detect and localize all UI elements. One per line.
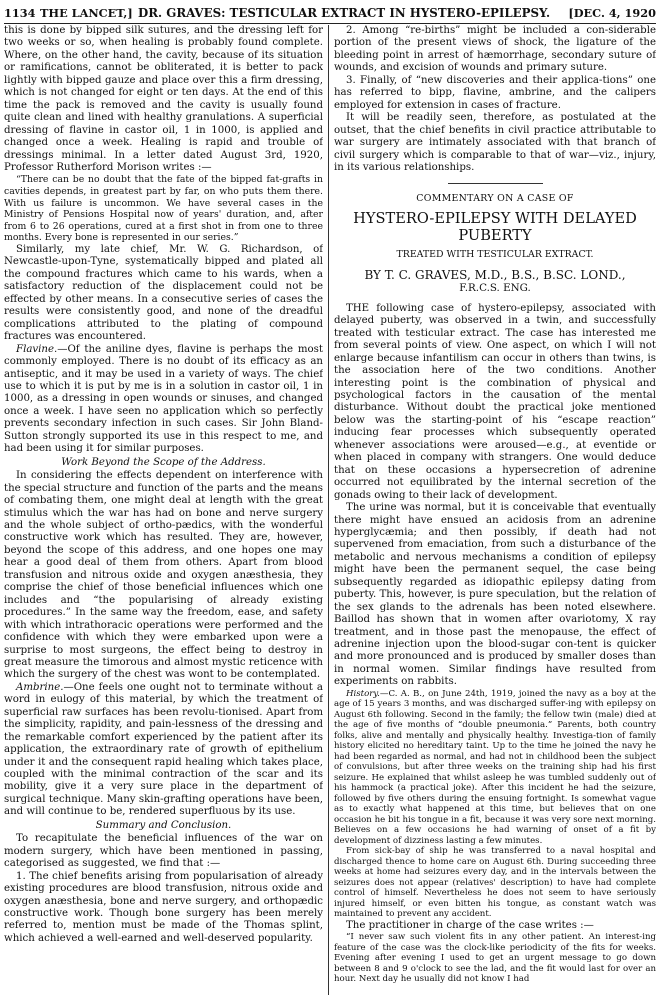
- paragraph: 2. Among “re-births” might be included a con-siderable portion of the present views of shock, the ligature of the bleeding point in arrest of hæmorrhage, secondary suture of wounds, and excision of wounds and primary suture.: [334, 25, 656, 74]
- opening-word: THE: [346, 302, 370, 314]
- ambrine-text: —One feels one ought not to terminate without a word in eulogy of this material, by which the treatment of superficial raw surfaces has been revolu-tionised. Apart from the simplicity, rapidity, and pain-lessness of the dressing and the remarkable comfort experienced by the patient after its application, the extraordinary rate of growth of epithelium under it and the consequent rapid healing which takes place, coupled with the minimal contraction of the scar and its mobility, give it a very sure place in the department of surgical technique. Many skin-grafting operations have been, and will continue to be, rendered superfluous by its use.: [4, 681, 323, 818]
- quotation: “There can be no doubt that the fate of the bipped fat-grafts in cavities depends, in greatest part by far, on who puts them there. With us failure is uncommon. We have several cases in the Ministry of Pensions Hospital now of years' duration, and, after from 6 to 26 operations, cured at a first shot in from one to three months. Every bone is represented in our series.”: [4, 174, 323, 244]
- paragraph: [334, 303, 656, 502]
- paragraph: The urine was normal, but it is conceivable that eventually there might have ensued an acidosis from an adrenine hyperglycæmia; and then possibly, if death had not supervened from emaciation, from such a disturbance of the metabolic and nervous mechanisms a condition of epilepsy might have been the permanent sequel, the case being subsequently regarded as idiopathic epilepsy dating from puberty. This, however, is pure speculation, but the relation of the sex glands to the adrenals has been noted elsewhere. Baillod has shown that in women after ovariotomy, X ray treatment, and in those past the menopause, the effect of adrenine injection upon the blood-sugar con-tent is quicker and more pronounced and is produced by smaller doses than in normal women. Similar findings have resulted from experiments on rabbits.: [334, 502, 656, 688]
- history-text: —C. A. B., on June 24th, 1919, joined the navy as a boy at the age of 15 years 3 months, and was discharged suffer-ing with epilepsy on August 6th following. Second in the family; the fellow twin (male) died at the age of five months of “double pneumonia.” Parents, both country folks, alive and mentally and physically healthy. Investiga-tion of family history elicited no hereditary taint. Up to the time he joined the navy he had been regarded as normal, and had not in childhood been the subject of convulsions, but after three weeks on the training ship had his first seizure. He explained that whilst asleep he was tumbled suddenly out of his hammock (a practical joke). After this incident he had the seizure, followed by five others during the ensuing fortnight. Is somewhat vague as to exactly what happened at this time, but believes that on one occasion he bit his tongue in a fit, because it was very sore next morning. Believes on a few occasions he had warning of onset of a fit by development of dizziness lasting a few minutes.: [334, 688, 656, 846]
- paragraph: Similarly, my late chief, Mr. W. G. Richardson, of Newcastle-upon-Tyne, systematically bipped and plated all the compound fractures which came to his wards, when a satisfactory reduction of the displacement could not be effected by other means. In a consecutive series of cases the results were consistently good, and none of the dreadful complications attributed to the plating of compound fractures was encountered.: [4, 244, 323, 343]
- paragraph: To recapitulate the beneficial influences of the war on modern surgery, which have been mentioned in passing, categorised as suggested, we find that :—: [4, 833, 323, 870]
- separator-rule: [448, 183, 543, 184]
- case-history: From sick-bay of ship he was transferred to a naval hospital and discharged thence to home care on August 6th. During succeeding three weeks at home had seizures every day, and in the intervals between the seizures does not appear (relatives' description) to have had complete control of himself. Nevertheless he does not seem to have seriously injured himself, or even bitten his tongue, as constant watch was maintained to prevent any accident.: [334, 846, 656, 920]
- paragraph: 1. The chief benefits arising from popularisation of already existing procedures are blood transfusion, nitrous oxide and oxygen anæsthesia, bone and nerve surgery, and orthopædic constructive work. Though bone surgery has been merely referred to, mention must be made of the Thomas splint, which achieved a well-earned and well-deserved popularity.: [4, 870, 323, 944]
- article-subtitle: TREATED WITH TESTICULAR EXTRACT.: [396, 248, 594, 260]
- left-column: [4, 25, 323, 995]
- section-subheading: Work Beyond the Scope of the Address.: [61, 456, 266, 468]
- article-kicker: COMMENTARY ON A CASE OF: [416, 193, 574, 205]
- paragraph: [4, 344, 323, 456]
- paragraph: 3. Finally, of “new discoveries and their applica-tions” one has referred to bipp, flavine, ambrine, and the calipers employed for extension in cases of fracture.: [334, 74, 656, 111]
- section-subheading: Summary and Conclusion.: [95, 819, 232, 831]
- page-number: 1134: [4, 6, 36, 20]
- issue-date: [DEC. 4, 1920: [568, 6, 656, 20]
- running-header: [4, 3, 656, 24]
- flavine-heading: Flavine.: [16, 343, 58, 355]
- article-byline: BY T. C. GRAVES, M.D., B.S., B.SC. LOND.,: [364, 268, 626, 283]
- ambrine-heading: Ambrine.: [16, 681, 64, 693]
- running-title: DR. GRAVES: TESTICULAR EXTRACT IN HYSTERO-EPILEPSY.: [138, 6, 551, 20]
- paragraph: [4, 682, 323, 819]
- flavine-text: —Of the aniline dyes, flavine is perhaps the most commonly employed. There is no doubt of its efficacy as an antiseptic, and it may be used in a variety of ways. The chief use to which it is put by me is in a solution in castor oil, 1 in 1000, as a dressing in open wounds or sinuses, and changed once a week. I have seen no application which so perfectly prevents secondary infection in such cases. Sir John Bland-Sutton strongly supported its use in this respect to me, and had been using it for similar purposes.: [4, 343, 323, 455]
- journal-name: THE LANCET,]: [40, 6, 133, 20]
- article-title: HYSTERO-EPILEPSY WITH DELAYED PUBERTY: [353, 209, 637, 244]
- article-byline-degrees: F.R.C.S. ENG.: [459, 282, 531, 295]
- case-history: [334, 689, 656, 847]
- paragraph: In considering the effects dependent on interference with the special structure and function of the parts and the means of combating them, one might deal at length with the great stimulus which the war has had on bone and nerve surgery and the whole subject of ortho-pædics, with the wonderful constructive work which has resulted. They are, however, beyond the scope of this address, and one hopes one may hear a good deal of them from others. Apart from blood transfusion and nitrous oxide and oxygen anæsthesia, they comprise the chief of those beneficial influences which one includes and “the popularising of already existing procedures.” In the same way the freedom, ease, and safety with which intrathoracic operations were performed and the confidence with which they were embarked upon were a surprise to most surgeons, the effect being to destroy in great measure the timorous and almost mystic reticence with which the surgery of the chest was wont to be contemplated.: [4, 470, 323, 681]
- intro-text: following case of hystero-epilepsy, associated with delayed puberty, was observed in a twin, and successfully treated with testicular extract. The case has interested me from several points of view. One aspect, on which I will not enlarge because infantilism can occur in others than twins, is the association here of the two conditions. Another interesting point is the combination of physical and psychological factors in the causation of the mental disturbance. Without doubt the practical joke mentioned below was the starting-point of his “escape reaction” inducing fear processes which subsequently operated whenever associations were aroused—e.g., at eventide or when placed in company with strangers. One would deduce that on these occasions a hypersecretion of adrenine occurred not equilibrated by the internal secretion of the gonads owing to their lack of development.: [334, 302, 656, 501]
- paragraph: this is done by bipped silk sutures, and the dressing left for two weeks or so, when healing is probably found complete. Where, on the other hand, the cavity, because of its situation or ramifications, cannot be obliterated, it is better to pack lightly with bipped gauze and place over this a firm dressing, which is not changed for eight or ten days. At the end of this time the pack is removed and the cavity is usually found quite clean and lined with healthy granulations. A superficial dressing of flavine in castor oil, 1 in 1000, is applied and changed once a week. Healing is rapid and trouble of dressings minimal. In a letter dated August 3rd, 1920, Professor Rutherford Morison writes :—: [4, 25, 323, 173]
- quotation: “I never saw such violent fits in any other patient. An interest-ing feature of the case was the clock-like periodicity of the fits for weeks. Evening after evening I used to get an urgent message to go down between 8 and 9 o'clock to see the lad, and the fit would last for over an hour. Next day he usually did not know I had: [334, 932, 656, 985]
- right-column: [334, 25, 656, 995]
- paragraph: The practitioner in charge of the case writes :—: [346, 919, 594, 931]
- column-divider: [328, 25, 329, 995]
- history-heading: History.: [346, 688, 380, 699]
- paragraph: It will be readily seen, therefore, as postulated at the outset, that the chief benefits in civil practice attributable to war surgery are intimately associated with that branch of civil surgery which is comparable to that of war—viz., injury, in its various relationships.: [334, 112, 656, 173]
